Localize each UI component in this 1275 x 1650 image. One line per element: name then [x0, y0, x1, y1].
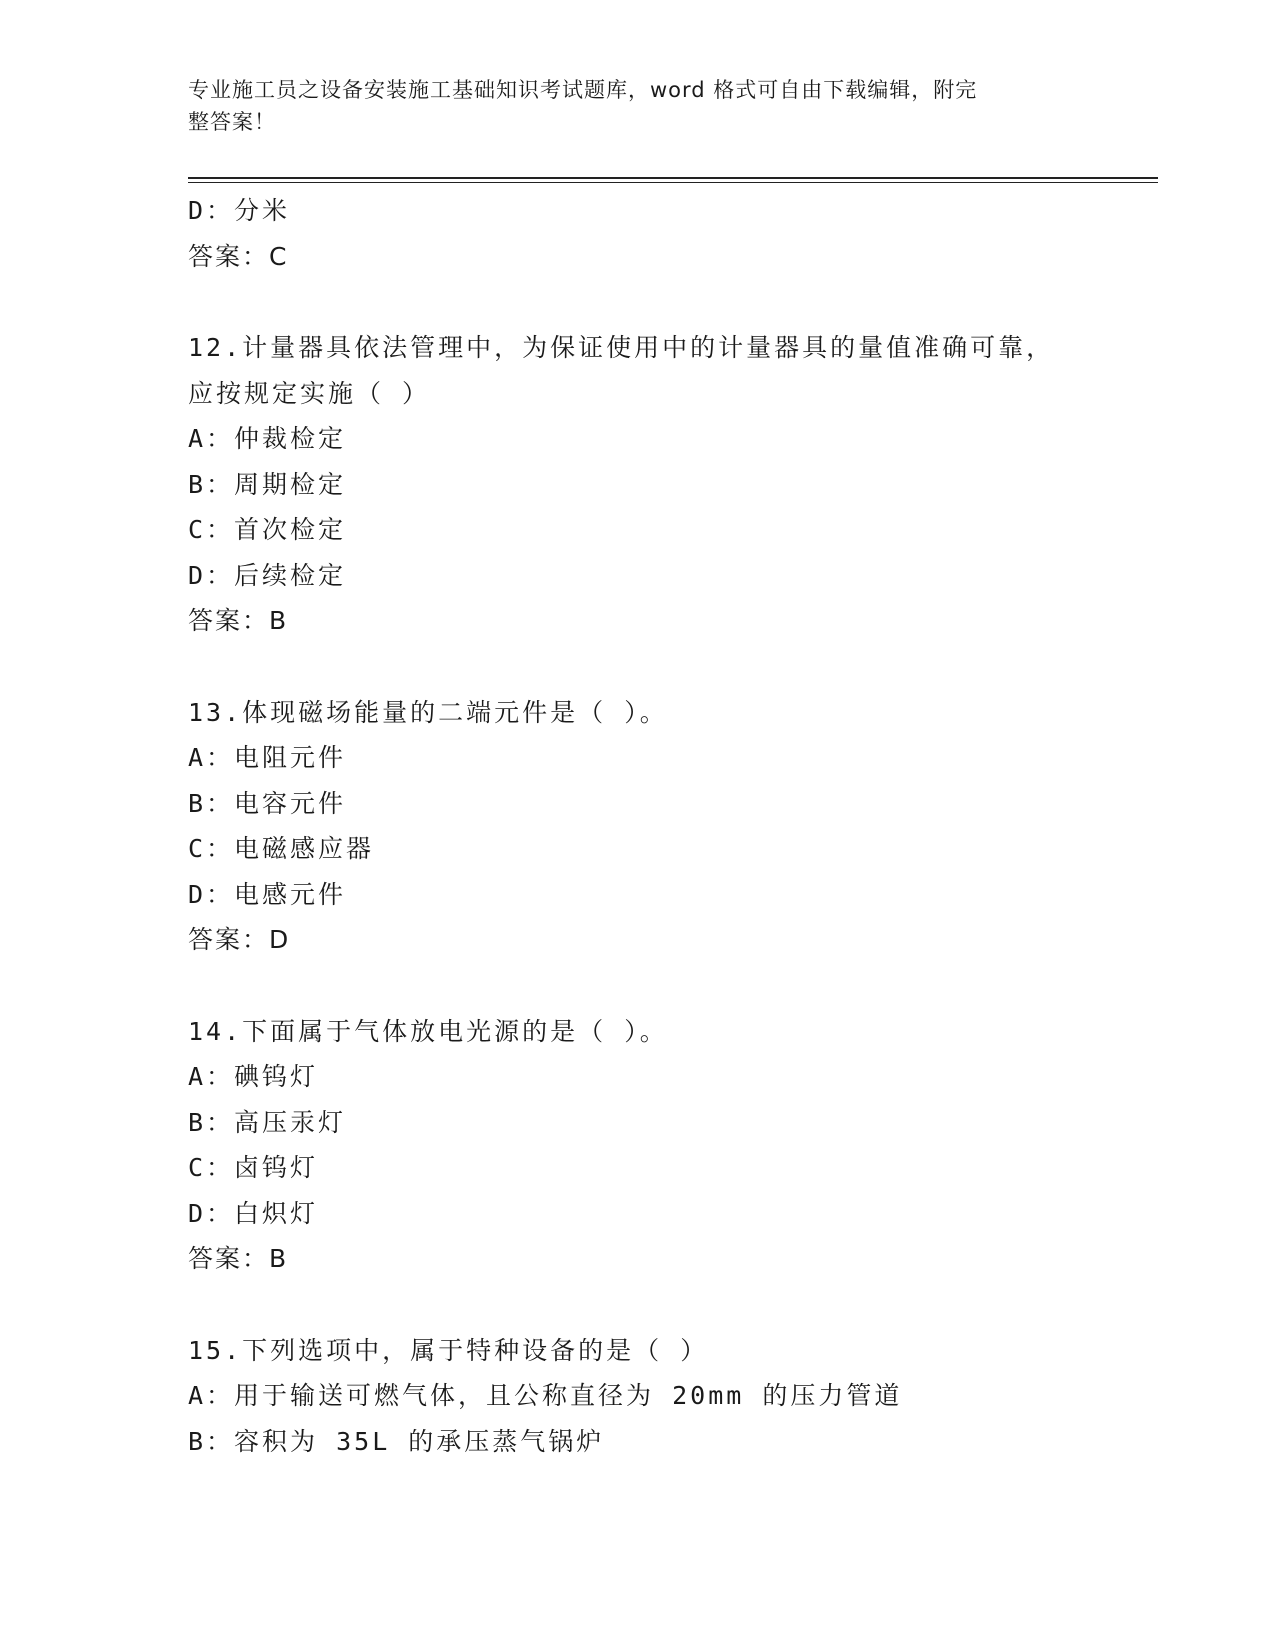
- header-rule-thick: [188, 177, 1158, 179]
- option-b: B：电容元件: [188, 788, 347, 818]
- question-gap: [188, 1282, 1158, 1328]
- question-13: [188, 690, 1158, 963]
- document-header: [188, 74, 1068, 138]
- option-d: D：电感元件: [188, 879, 347, 909]
- question-12: [188, 325, 1158, 644]
- answer: 答案：D: [188, 925, 291, 954]
- option-a: A：用于输送可燃气体，且公称直径为 20mm 的压力管道: [188, 1381, 903, 1410]
- question-stem: 14.下面属于气体放电光源的是（ ）。: [188, 1016, 668, 1046]
- question-stem: 13.体现磁场能量的二端元件是（ ）。: [188, 697, 668, 727]
- question-stem: 12.计量器具依法管理中，为保证使用中的计量器具的量值准确可靠，: [188, 333, 1055, 362]
- header-line-2: 整答案！: [188, 110, 276, 134]
- question-14: [188, 1009, 1158, 1282]
- option-d: D：后续检定: [188, 560, 347, 590]
- document-body: [188, 188, 1158, 1464]
- option-d: D：白炽灯: [188, 1198, 319, 1228]
- option-b: B：周期检定: [188, 469, 347, 499]
- option-c: C：首次检定: [188, 515, 347, 544]
- option-b: B：容积为 35L 的承压蒸气锅炉: [188, 1426, 605, 1456]
- option-b: B：高压汞灯: [188, 1107, 347, 1137]
- question-stem: 15.下列选项中，属于特种设备的是（ ）: [188, 1335, 709, 1365]
- answer: 答案：B: [188, 606, 289, 635]
- header-line-1: 专业施工员之设备安装施工基础知识考试题库，word 格式可自由下载编辑，附完: [188, 78, 978, 102]
- previous-option-d: D：分米: [188, 196, 291, 225]
- question-gap: [188, 279, 1158, 325]
- option-a: A：电阻元件: [188, 743, 347, 772]
- option-a: A：仲裁检定: [188, 424, 347, 453]
- option-c: C：电磁感应器: [188, 834, 375, 863]
- question-gap: [188, 963, 1158, 1009]
- question-15: [188, 1328, 1158, 1465]
- header-rule-thin: [188, 182, 1158, 183]
- question-stem-continued: 应按规定实施（ ）: [188, 378, 431, 408]
- previous-answer: 答案：C: [188, 241, 289, 271]
- answer: 答案：B: [188, 1244, 289, 1273]
- option-c: C：卤钨灯: [188, 1153, 319, 1182]
- question-gap: [188, 644, 1158, 690]
- option-a: A：碘钨灯: [188, 1062, 319, 1091]
